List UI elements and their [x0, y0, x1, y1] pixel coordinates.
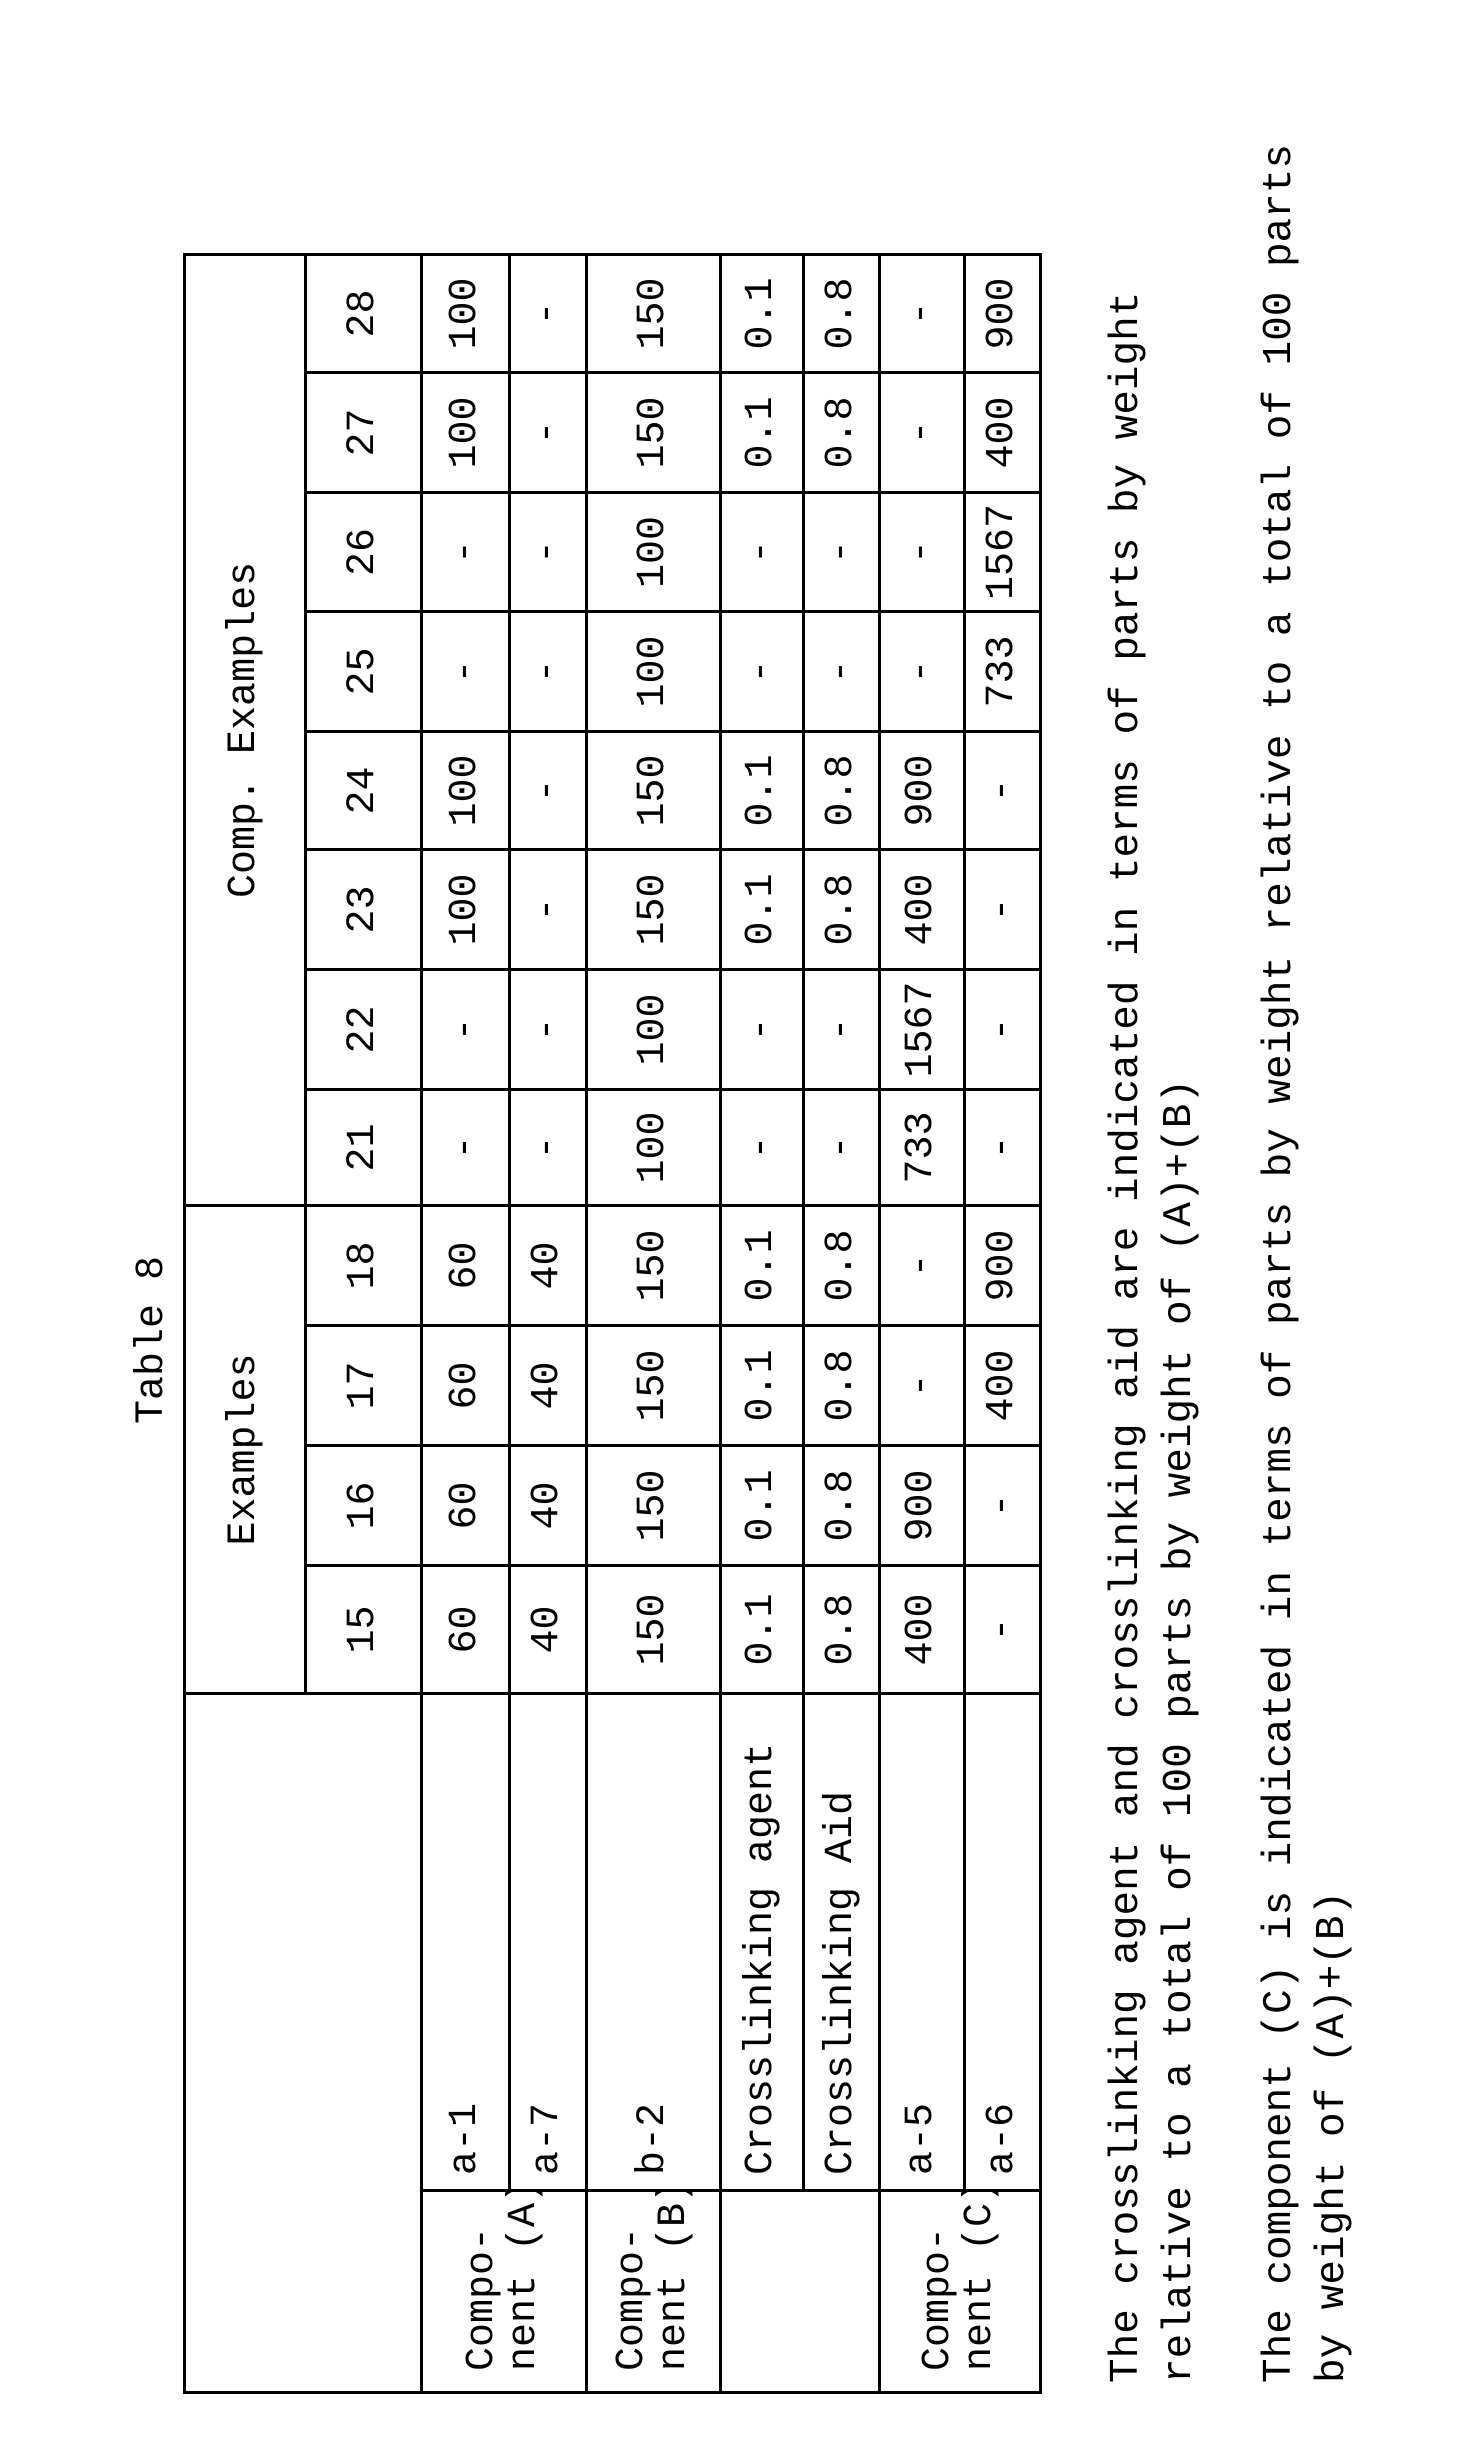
- value-cell: 0.8: [804, 1446, 880, 1566]
- value-cell: -: [422, 969, 510, 1089]
- row-label: b-2: [587, 1694, 721, 2191]
- value-cell: -: [880, 372, 965, 492]
- value-cell: -: [510, 372, 587, 492]
- value-cell: 40: [510, 1326, 587, 1446]
- value-cell: 40: [510, 1446, 587, 1566]
- value-cell: -: [804, 969, 880, 1089]
- example-number: 25: [306, 611, 422, 731]
- value-cell: 150: [587, 1446, 721, 1566]
- value-cell: 100: [422, 254, 510, 372]
- value-cell: 150: [587, 254, 721, 372]
- table-row: [510, 254, 587, 2392]
- value-cell: 60: [422, 1566, 510, 1694]
- value-cell: 150: [587, 1326, 721, 1446]
- value-cell: 40: [510, 1205, 587, 1325]
- value-cell: 900: [965, 1205, 1041, 1325]
- group-header: Comp. Examples: [185, 254, 306, 1205]
- value-cell: -: [510, 849, 587, 969]
- document-page: [0, 0, 1482, 2464]
- example-number: 28: [306, 254, 422, 372]
- example-number: 24: [306, 731, 422, 849]
- value-cell: 400: [880, 849, 965, 969]
- component-group-label-line: nent (A): [504, 2192, 546, 2371]
- component-group-label: [587, 2191, 721, 2393]
- value-cell: -: [510, 254, 587, 372]
- row-label: a-7: [510, 1694, 587, 2191]
- group-header: Examples: [185, 1205, 306, 1693]
- value-cell: 150: [587, 731, 721, 849]
- example-number: 21: [306, 1089, 422, 1205]
- value-cell: 100: [587, 611, 721, 731]
- value-cell: 733: [880, 1089, 965, 1205]
- value-cell: 733: [965, 611, 1041, 731]
- example-number: 17: [306, 1326, 422, 1446]
- value-cell: 100: [587, 492, 721, 611]
- example-number: 18: [306, 1205, 422, 1325]
- component-group-label-line: nent (C): [960, 2192, 1002, 2371]
- value-cell: -: [721, 969, 804, 1089]
- value-cell: -: [880, 1326, 965, 1446]
- row-label: a-5: [880, 1694, 965, 2191]
- note-component-c-line: The component (C) is indicated in terms of parts by weight relative to a total of 100 parts: [1257, 83, 1303, 2383]
- value-cell: 0.8: [804, 849, 880, 969]
- note-crosslinking-line: The crosslinking agent and crosslinking aid are indicated in terms of parts by weight: [1104, 83, 1150, 2383]
- value-cell: 100: [587, 1089, 721, 1205]
- value-cell: -: [965, 849, 1041, 969]
- value-cell: -: [721, 611, 804, 731]
- value-cell: 1567: [880, 969, 965, 1089]
- value-cell: -: [510, 969, 587, 1089]
- component-group-label-line: Compo-: [462, 2192, 504, 2371]
- value-cell: 400: [965, 1326, 1041, 1446]
- component-group-label-line: Compo-: [612, 2192, 654, 2371]
- table-row: [880, 254, 965, 2392]
- value-cell: -: [804, 492, 880, 611]
- note-crosslinking-line: relative to a total of 100 parts by weight of (A)+(B): [1157, 83, 1203, 2383]
- example-number: 27: [306, 372, 422, 492]
- value-cell: -: [422, 492, 510, 611]
- value-cell: -: [880, 611, 965, 731]
- value-cell: 0.1: [721, 254, 804, 372]
- value-cell: 0.8: [804, 254, 880, 372]
- value-cell: 0.8: [804, 1205, 880, 1325]
- component-group-label-line: Compo-: [918, 2192, 960, 2371]
- example-number: 23: [306, 849, 422, 969]
- value-cell: -: [510, 731, 587, 849]
- value-cell: -: [510, 611, 587, 731]
- value-cell: 150: [587, 849, 721, 969]
- value-cell: 0.1: [721, 1205, 804, 1325]
- row-label: a-1: [422, 1694, 510, 2191]
- value-cell: 0.1: [721, 1326, 804, 1446]
- value-cell: 100: [422, 372, 510, 492]
- value-cell: 900: [880, 1446, 965, 1566]
- note-component-c-line: by weight of (A)+(B): [1310, 83, 1356, 2383]
- header-group-row: [185, 254, 306, 2392]
- table-title: Table 8: [130, 1244, 176, 1424]
- value-cell: 900: [965, 254, 1041, 372]
- table-row: [422, 254, 510, 2392]
- table-row: [721, 254, 804, 2392]
- value-cell: -: [880, 492, 965, 611]
- example-number: 22: [306, 969, 422, 1089]
- value-cell: 40: [510, 1566, 587, 1694]
- value-cell: -: [422, 611, 510, 731]
- value-cell: 100: [422, 849, 510, 969]
- value-cell: 0.8: [804, 1326, 880, 1446]
- value-cell: 0.8: [804, 731, 880, 849]
- table-8: [183, 253, 1042, 2394]
- row-label: a-6: [965, 1694, 1041, 2191]
- value-cell: -: [510, 1089, 587, 1205]
- value-cell: 400: [965, 372, 1041, 492]
- table-row: [804, 254, 880, 2392]
- value-cell: -: [510, 492, 587, 611]
- value-cell: 1567: [965, 492, 1041, 611]
- value-cell: 0.8: [804, 1566, 880, 1694]
- example-number: 26: [306, 492, 422, 611]
- value-cell: -: [965, 1446, 1041, 1566]
- value-cell: 100: [422, 731, 510, 849]
- value-cell: -: [965, 1089, 1041, 1205]
- component-group-label-line: nent (B): [654, 2192, 696, 2371]
- value-cell: -: [880, 1205, 965, 1325]
- value-cell: 60: [422, 1446, 510, 1566]
- value-cell: -: [804, 1089, 880, 1205]
- value-cell: 0.1: [721, 1566, 804, 1694]
- value-cell: -: [721, 492, 804, 611]
- value-cell: -: [422, 1089, 510, 1205]
- value-cell: 0.1: [721, 731, 804, 849]
- value-cell: -: [965, 969, 1041, 1089]
- value-cell: 150: [587, 372, 721, 492]
- row-label: Crosslinking agent: [721, 1694, 804, 2191]
- component-group-label: [880, 2191, 1041, 2393]
- table-row: [587, 254, 721, 2392]
- value-cell: -: [804, 611, 880, 731]
- row-label: Crosslinking Aid: [804, 1694, 880, 2191]
- value-cell: 60: [422, 1326, 510, 1446]
- value-cell: 0.1: [721, 849, 804, 969]
- example-number: 16: [306, 1446, 422, 1566]
- value-cell: 100: [587, 969, 721, 1089]
- value-cell: 900: [880, 731, 965, 849]
- value-cell: 0.8: [804, 372, 880, 492]
- value-cell: -: [721, 1089, 804, 1205]
- component-group-label: [721, 2191, 880, 2393]
- value-cell: -: [965, 731, 1041, 849]
- example-number: 15: [306, 1566, 422, 1694]
- value-cell: 60: [422, 1205, 510, 1325]
- value-cell: 400: [880, 1566, 965, 1694]
- value-cell: -: [965, 1566, 1041, 1694]
- component-group-label: [422, 2191, 587, 2393]
- value-cell: 150: [587, 1566, 721, 1694]
- value-cell: -: [880, 254, 965, 372]
- value-cell: 150: [587, 1205, 721, 1325]
- value-cell: 0.1: [721, 1446, 804, 1566]
- table-row: [965, 254, 1041, 2392]
- value-cell: 0.1: [721, 372, 804, 492]
- corner-cell: [185, 1694, 422, 2393]
